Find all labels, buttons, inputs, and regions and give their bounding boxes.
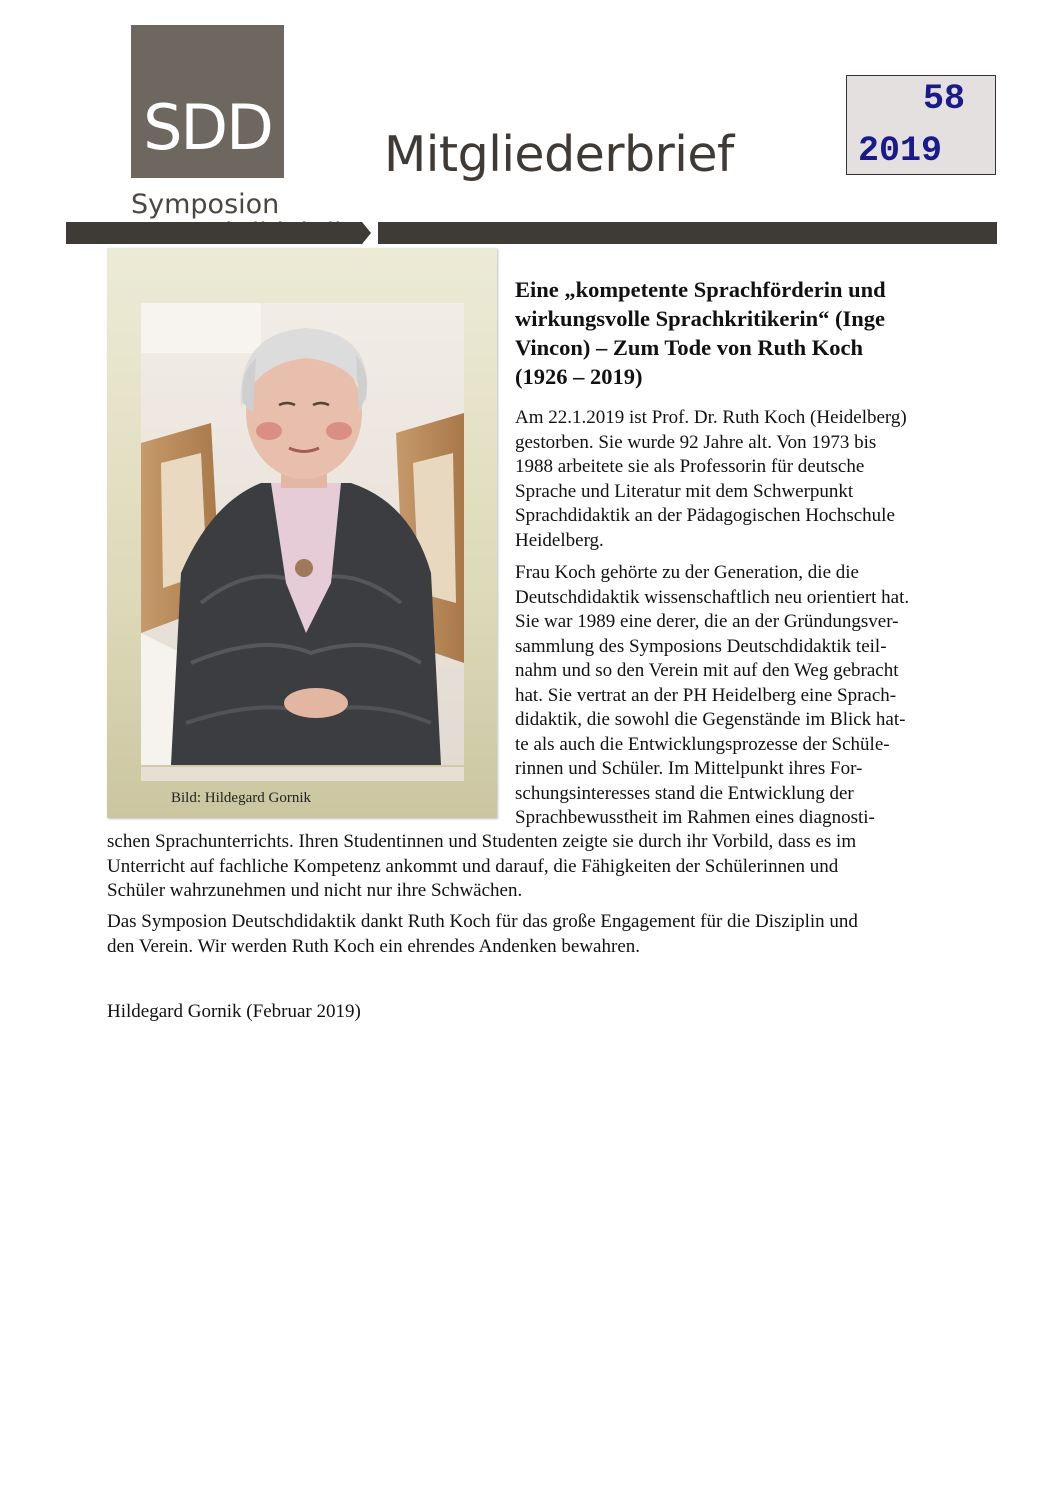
header-bar-left: [66, 222, 362, 244]
text-line: Sie war 1989 eine derer, die an der Gründungsver-: [515, 611, 899, 632]
headline-line: Eine „kompetente Sprachförderin und: [515, 277, 886, 302]
headline-line: (1926 – 2019): [515, 364, 643, 389]
issue-box: [846, 75, 996, 175]
text-line: Deutschdidaktik wissenschaftlich neu orientiert hat.: [515, 586, 910, 608]
text-line: Das Symposion Deutschdidaktik dankt Ruth Koch für das große Engagement für die Disziplin und: [107, 911, 858, 932]
newsletter-title: Mitgliederbrief: [384, 126, 734, 183]
header-bar-chevron: [362, 222, 371, 244]
text-line: te als auch die Entwicklungsprozesse der Schüle-: [515, 733, 890, 755]
issue-year: 2019: [858, 131, 943, 171]
sdd-logo: [131, 25, 284, 178]
text-line: Sprache und Literatur mit dem Schwerpunkt: [515, 480, 854, 502]
article-headline: [515, 275, 955, 391]
photo-caption: Bild: Hildegard Gornik: [171, 790, 311, 806]
article-paragraph-2-continued: [107, 830, 977, 904]
text-line: rinnen und Schüler. Im Mittelpunkt ihres For-: [515, 758, 863, 779]
org-name-line1: Symposion: [131, 189, 280, 220]
headline-line: Vincon) – Zum Tode von Ruth Koch: [515, 335, 864, 360]
article-paragraph-2: [515, 561, 970, 831]
article-paragraph-1: [515, 406, 970, 553]
text-line: hat. Sie vertrat an der PH Heidelberg eine Sprach-: [515, 684, 897, 706]
text-line: Unterricht auf fachliche Kompetenz ankommt und darauf, die Fähigkeiten der Schülerinnen und: [107, 855, 839, 877]
text-line: Schüler wahrzunehmen und nicht nur ihre Schwächen.: [107, 880, 523, 901]
text-line: schungsinteresses stand die Entwicklung der: [515, 782, 854, 804]
header-bar-right: [378, 222, 997, 244]
text-line: Sprachbewusstheit im Rahmen eines diagnosti-: [515, 807, 875, 828]
text-line: nahm und so den Verein mit auf den Weg gebracht: [515, 660, 899, 681]
portrait-photo: [141, 303, 464, 765]
headline-line: wirkungsvolle Sprachkritikerin“ (Inge: [515, 306, 886, 331]
photo-bottom-strip: [141, 767, 464, 781]
text-line: 1988 arbeitete sie als Professorin für deutsche: [515, 456, 865, 477]
photo-frame: [107, 248, 497, 818]
text-line: didaktik, die sowohl die Gegenstände im Blick hat-: [515, 709, 906, 730]
article-paragraph-3: [107, 910, 977, 959]
text-line: gestorben. Sie wurde 92 Jahre alt. Von 1973 bis: [515, 431, 877, 453]
issue-number: 58: [922, 79, 965, 119]
text-line: schen Sprachunterrichts. Ihren Studentinnen und Studenten zeigte sie durch ihr Vorbild, dass es im: [107, 831, 857, 852]
logo-initials: SDD: [143, 91, 272, 164]
text-line: sammlung des Symposions Deutschdidaktik teil-: [515, 635, 887, 657]
text-line: den Verein. Wir werden Ruth Koch ein ehrendes Andenken bewahren.: [107, 935, 641, 957]
author-signature: Hildegard Gornik (Februar 2019): [107, 1001, 361, 1022]
text-line: Sprachdidaktik an der Pädagogischen Hochschule: [515, 505, 895, 526]
text-line: Heidelberg.: [515, 529, 604, 551]
text-line: Frau Koch gehörte zu der Generation, die die: [515, 562, 859, 583]
text-line: Am 22.1.2019 ist Prof. Dr. Ruth Koch (Heidelberg): [515, 407, 907, 428]
